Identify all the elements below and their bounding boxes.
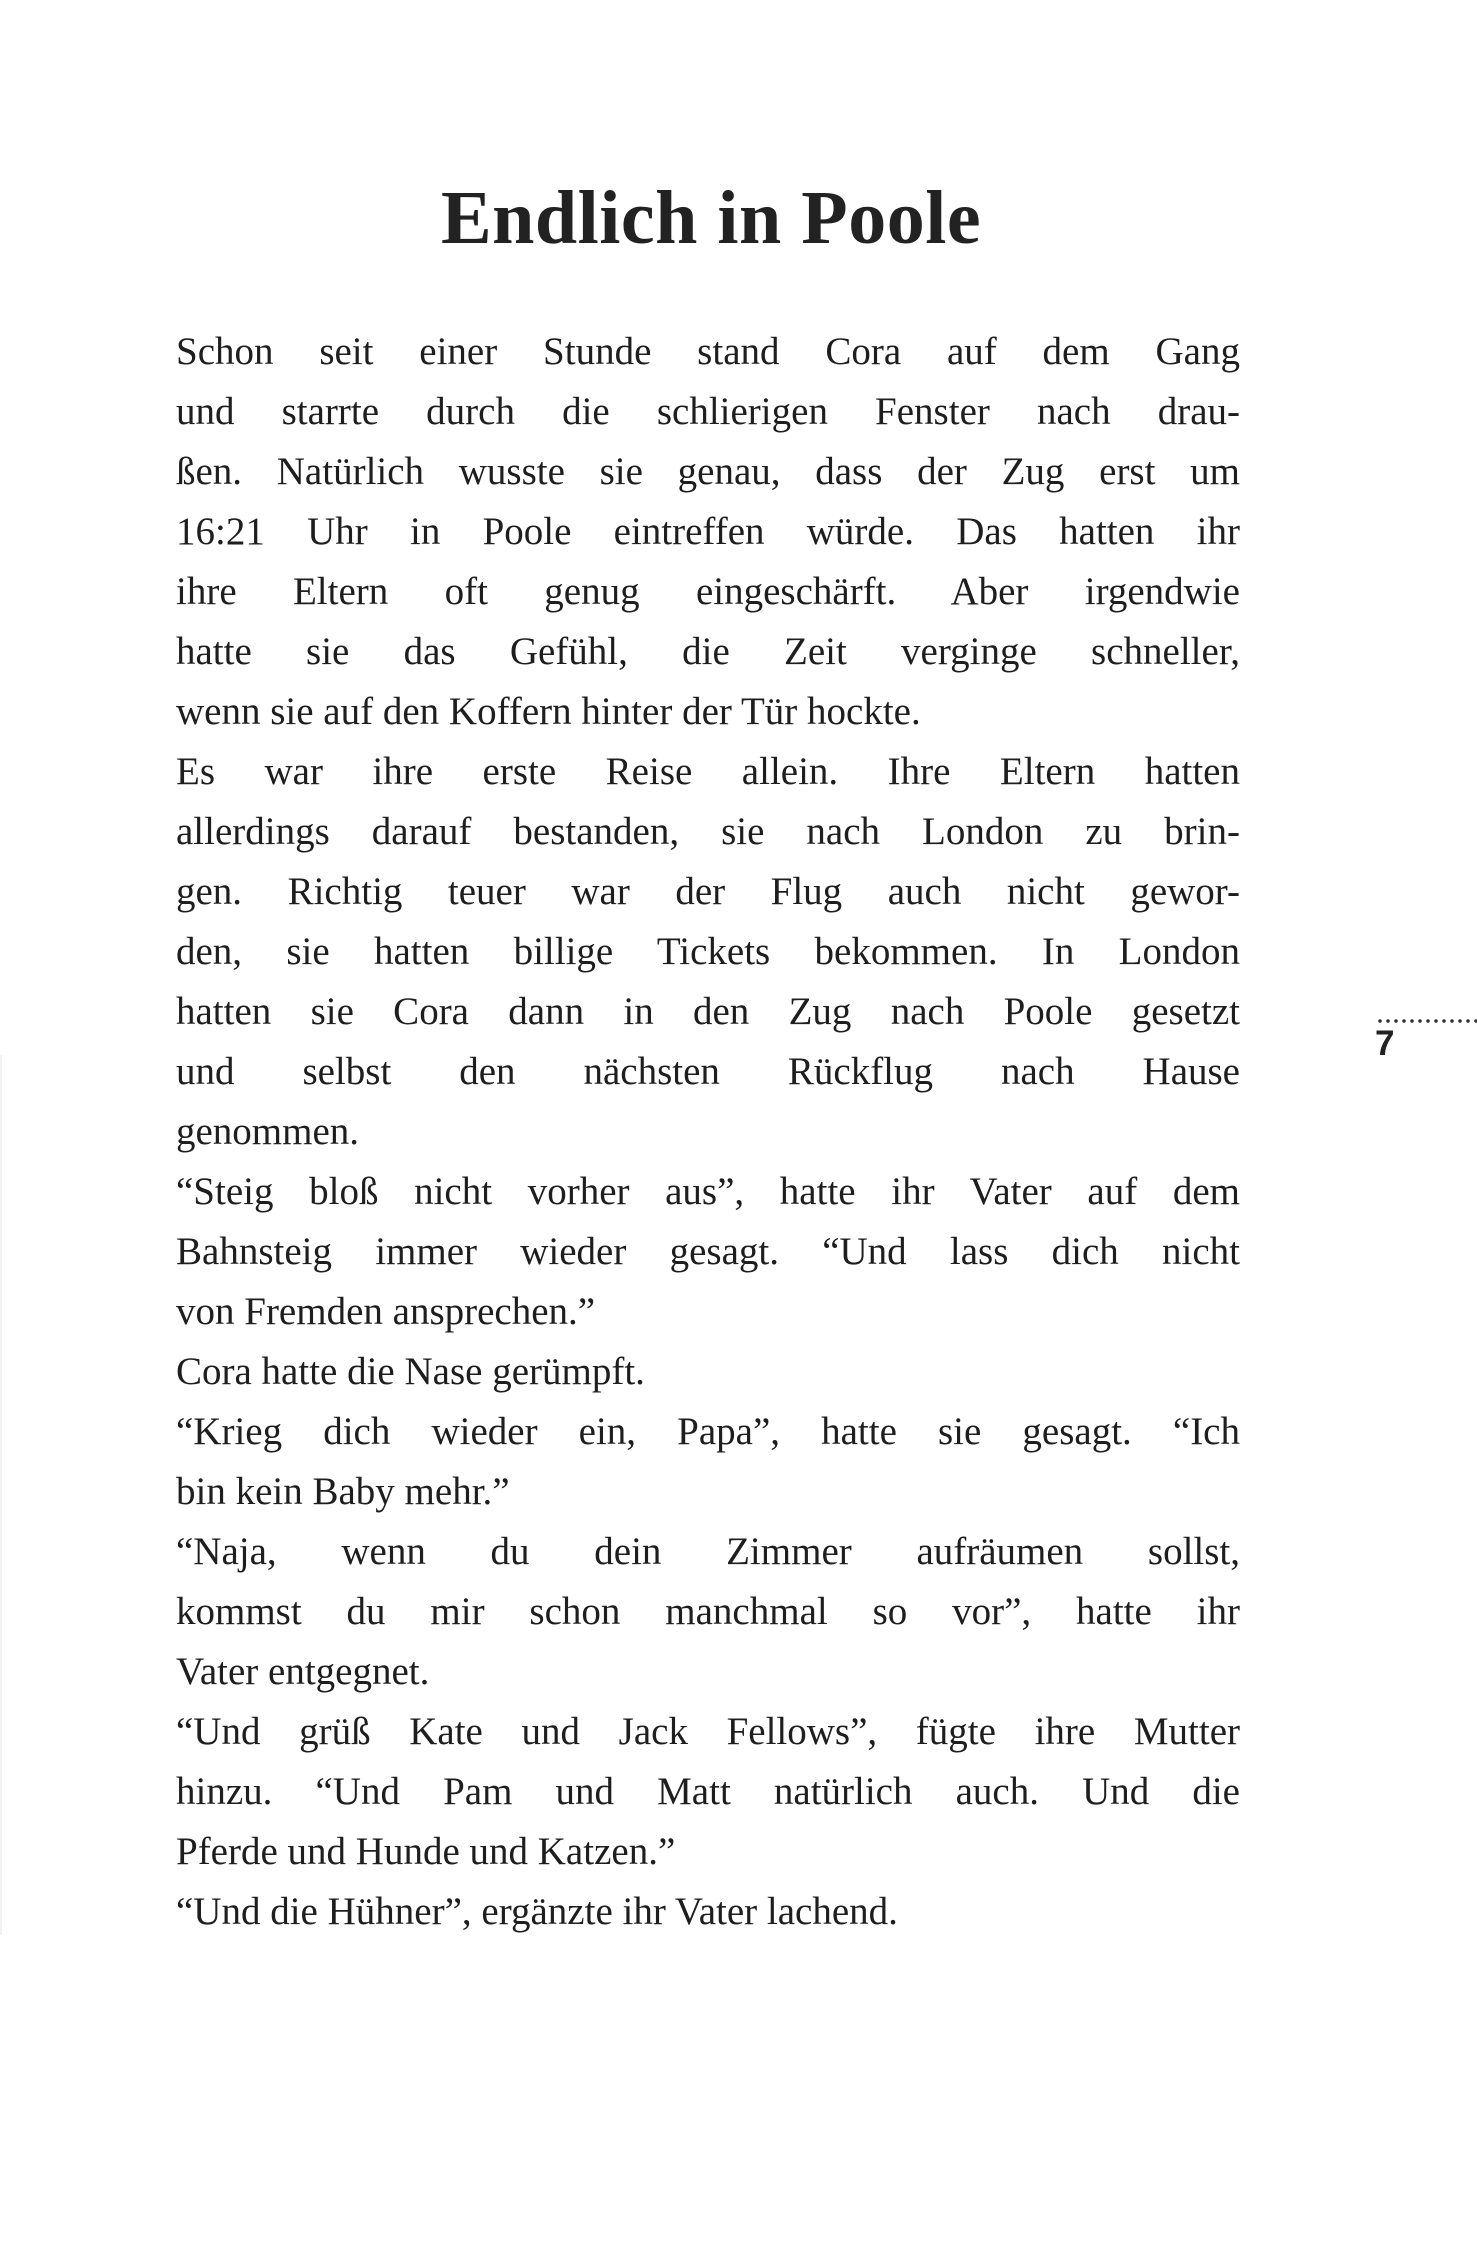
text-line: von Fremden ansprechen.” bbox=[176, 1290, 596, 1333]
text-line: hatten sie Cora dann in den Zug nach Poole gesetzt bbox=[176, 990, 1240, 1033]
text-line: wenn sie auf den Koffern hinter der Tür hockte. bbox=[176, 690, 921, 733]
text-line: genommen. bbox=[176, 1110, 360, 1153]
text-line: “Und die Hühner”, ergänzte ihr Vater lachend. bbox=[176, 1890, 898, 1933]
text-line: und starrte durch die schlierigen Fenster nach drau- bbox=[176, 390, 1240, 433]
page-number: 7 bbox=[1375, 1024, 1395, 1063]
text-line: Es war ihre erste Reise allein. Ihre Eltern hatten bbox=[176, 750, 1240, 793]
text-line: und selbst den nächsten Rückflug nach Hause bbox=[176, 1050, 1240, 1093]
text-line: hinzu. “Und Pam und Matt natürlich auch. Und die bbox=[176, 1770, 1240, 1813]
page-edge-shadow bbox=[0, 1055, 2, 1935]
text-line: ßen. Natürlich wusste sie genau, dass der Zug erst um bbox=[176, 450, 1240, 493]
text-line: 16:21 Uhr in Poole eintreffen würde. Das hatten ihr bbox=[176, 510, 1240, 553]
text-line: Cora hatte die Nase gerümpft. bbox=[176, 1350, 645, 1393]
text-line: Vater entgegnet. bbox=[176, 1650, 430, 1693]
text-line: “Steig bloß nicht vorher aus”, hatte ihr Vater auf dem bbox=[176, 1170, 1240, 1213]
chapter-title: Endlich in Poole bbox=[440, 176, 982, 260]
text-line: Pferde und Hunde und Katzen.” bbox=[176, 1830, 676, 1873]
text-line: kommst du mir schon manchmal so vor”, hatte ihr bbox=[176, 1590, 1240, 1633]
text-line: hatte sie das Gefühl, die Zeit verginge schneller, bbox=[176, 630, 1240, 673]
text-line: ihre Eltern oft genug eingeschärft. Aber irgendwie bbox=[176, 570, 1240, 613]
text-line: den, sie hatten billige Tickets bekommen. In London bbox=[176, 930, 1240, 973]
text-line: Bahnsteig immer wieder gesagt. “Und lass dich nicht bbox=[176, 1230, 1240, 1273]
text-line: Schon seit einer Stunde stand Cora auf dem Gang bbox=[176, 330, 1240, 373]
text-line: “Naja, wenn du dein Zimmer aufräumen sollst, bbox=[176, 1530, 1240, 1573]
text-line: bin kein Baby mehr.” bbox=[176, 1470, 510, 1513]
text-line: “Krieg dich wieder ein, Papa”, hatte sie gesagt. “Ich bbox=[176, 1410, 1240, 1453]
text-line: “Und grüß Kate und Jack Fellows”, fügte ihre Mutter bbox=[176, 1710, 1240, 1753]
chapter-body bbox=[176, 322, 1240, 1942]
text-line: allerdings darauf bestanden, sie nach London zu brin- bbox=[176, 810, 1240, 853]
text-line: gen. Richtig teuer war der Flug auch nicht gewor- bbox=[176, 870, 1240, 913]
